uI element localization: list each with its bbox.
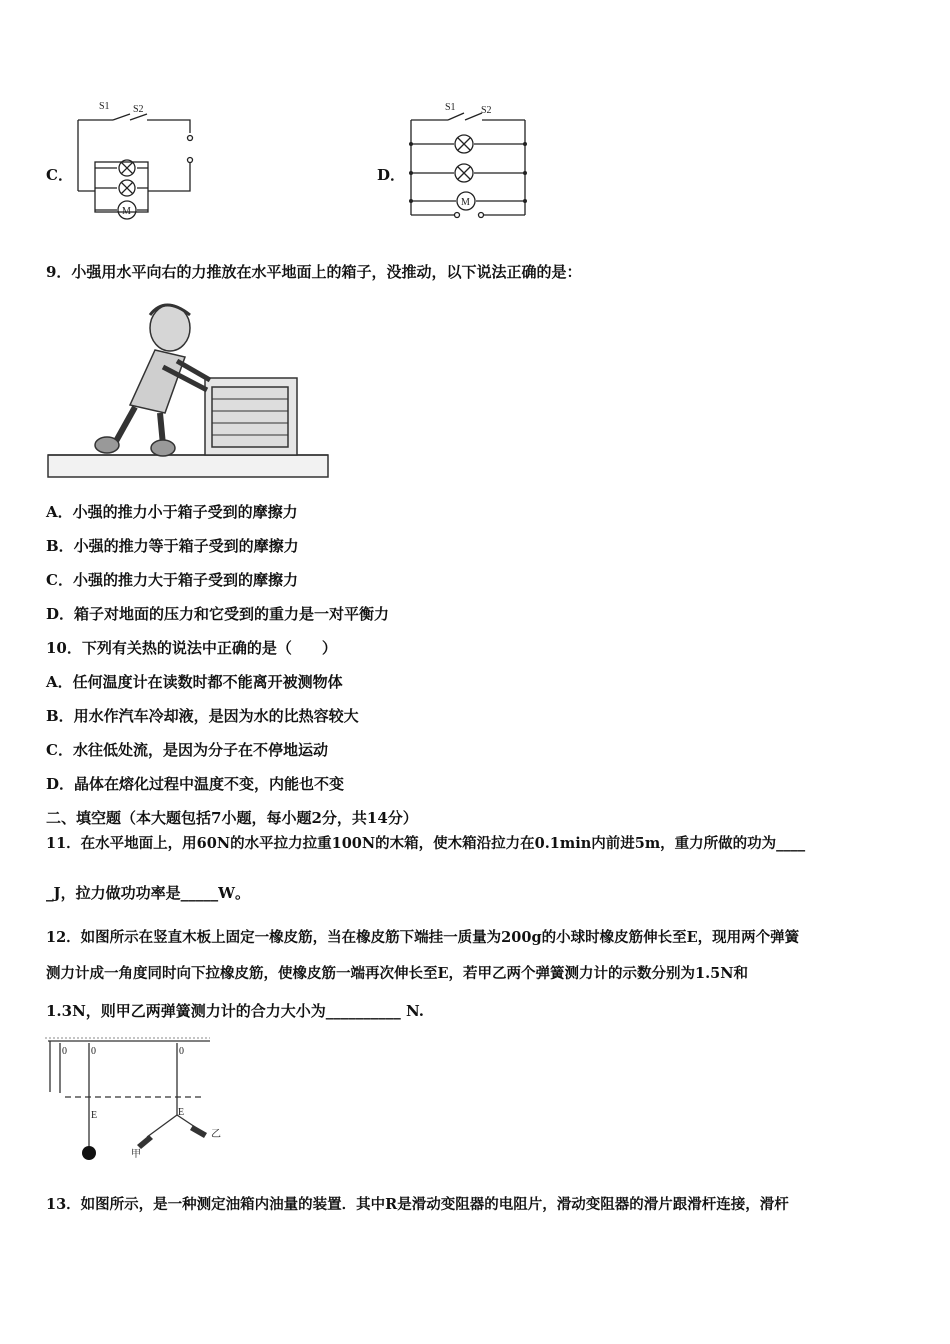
zero-mark-3: 0 [179, 1046, 184, 1057]
question-12-line-1: 12．如图所示在竖直木板上固定一橡皮筋，当在橡皮筋下端挂一质量为200g的小球时橡皮筋伸长至E，现用两个弹簧 [46, 929, 800, 946]
circuit-diagram-c [75, 98, 205, 218]
rubber-band-experiment-diagram [45, 1035, 245, 1165]
question-10-stem: 10．下列有关热的说法中正确的是（ ） [46, 639, 337, 657]
motor-label: M [461, 197, 470, 208]
switch-s1-label: S1 [445, 102, 456, 113]
spring-scale-jia-label: 甲 [131, 1149, 141, 1160]
spring-scale-yi-label: 乙 [211, 1129, 221, 1140]
question-12-line-3: 1.3N，则甲乙两弹簧测力计的合力大小为__________ N. [46, 1002, 425, 1020]
option-d-label: D． [377, 166, 406, 184]
point-e-right: E [178, 1107, 185, 1118]
question-11-line-1: 11．在水平地面上，用60N的水平拉力拉重100N的木箱，使木箱沿拉力在0.1min内前进5m，重力所做的功为____ [46, 835, 806, 852]
zero-mark-1: 0 [62, 1046, 67, 1057]
circuit-diagram-d [408, 98, 538, 218]
question-9-option-a: A．小强的推力小于箱子受到的摩擦力 [46, 503, 298, 521]
switch-s2-label: S2 [133, 104, 144, 115]
point-e-left: E [91, 1110, 98, 1121]
switch-s1-label: S1 [99, 101, 110, 112]
switch-s2-label: S2 [481, 105, 492, 116]
question-9-option-c: C．小强的推力大于箱子受到的摩擦力 [46, 571, 298, 589]
question-9-option-b: B．小强的推力等于箱子受到的摩擦力 [46, 537, 299, 555]
boy-pushing-box-illustration [45, 295, 335, 485]
question-10-option-b: B．用水作汽车冷却液，是因为水的比热容较大 [46, 707, 359, 725]
option-c-label: C． [46, 166, 73, 184]
zero-mark-2: 0 [91, 1046, 96, 1057]
question-10-option-a: A．任何温度计在读数时都不能离开被测物体 [46, 673, 343, 691]
question-12-line-2: 测力计成一角度同时向下拉橡皮筋，使橡皮筋一端再次伸长至E，若甲乙两个弹簧测力计的示数分别为1.5N和 [46, 965, 749, 982]
question-9-option-d: D．箱子对地面的压力和它受到的重力是一对平衡力 [46, 605, 390, 623]
motor-label: M [122, 206, 131, 217]
question-13-line-1: 13．如图所示，是一种测定油箱内油量的装置．其中R是滑动变阻器的电阻片，滑动变阻器的滑片跟滑杆连接，滑杆 [46, 1196, 789, 1213]
question-10-option-c: C．水往低处流，是因为分子在不停地运动 [46, 741, 328, 759]
question-10-option-d: D．晶体在熔化过程中温度不变，内能也不变 [46, 775, 345, 793]
question-11-line-2: _J，拉力做功功率是_____W。 [46, 884, 250, 902]
question-9-stem: 9．小强用水平向右的力推放在水平地面上的箱子，没推动，以下说法正确的是： [46, 263, 582, 281]
section-heading-fill-in: 二、填空题（本大题包括7小题，每小题2分，共14分） [46, 809, 418, 827]
